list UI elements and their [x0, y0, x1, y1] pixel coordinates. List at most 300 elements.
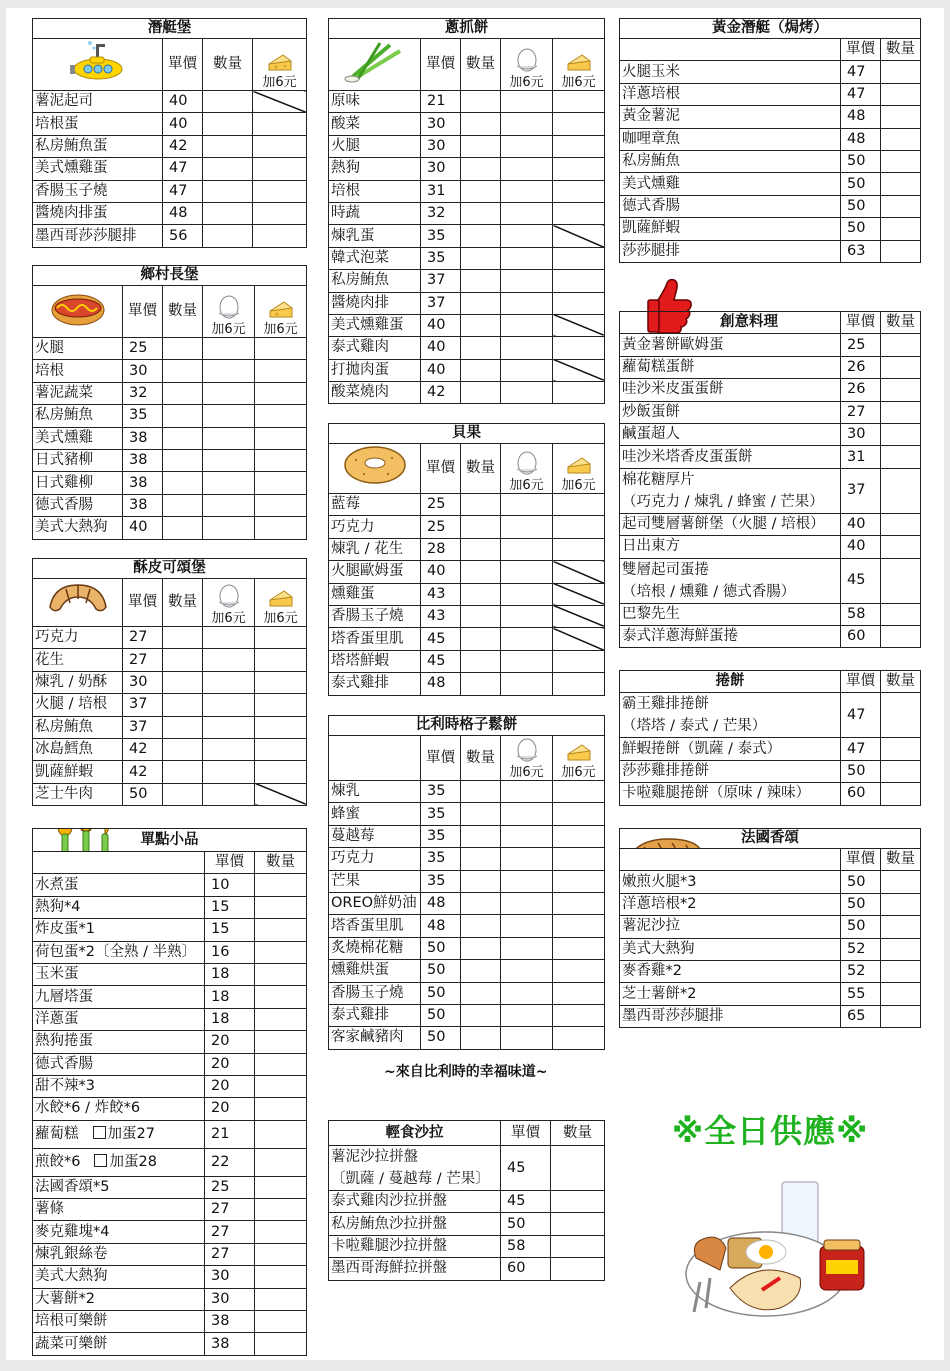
qty-input[interactable]: [461, 538, 501, 560]
addon-cell[interactable]: [255, 427, 307, 449]
qty-input[interactable]: [881, 468, 921, 513]
qty-input[interactable]: [255, 1288, 307, 1310]
qty-input[interactable]: [255, 1031, 307, 1053]
addon-cell[interactable]: [501, 337, 553, 359]
qty-input[interactable]: [163, 716, 203, 738]
item-name: 巧克力: [33, 627, 123, 649]
qty-input[interactable]: [255, 1053, 307, 1075]
addon-cell[interactable]: [501, 673, 553, 695]
qty-input[interactable]: [163, 783, 203, 805]
qty-input[interactable]: [461, 561, 501, 583]
item-price: 35: [421, 247, 461, 269]
addon-cell[interactable]: [203, 405, 255, 427]
addon-cell[interactable]: [553, 650, 605, 672]
menu-row: [33, 1098, 307, 1120]
item-options: （巧克力 / 煉乳 / 蜂蜜 / 芒果）: [622, 493, 824, 510]
menu-row: [33, 1333, 307, 1355]
qty-input[interactable]: [461, 583, 501, 605]
addon-cell[interactable]: [203, 517, 255, 539]
qty-input[interactable]: [881, 401, 921, 423]
addon-cell[interactable]: [501, 270, 553, 292]
addon-cell[interactable]: [203, 494, 255, 516]
qty-input[interactable]: [163, 338, 203, 360]
addon-cell[interactable]: [501, 915, 553, 937]
qty-input[interactable]: [461, 960, 501, 982]
qty-input[interactable]: [163, 427, 203, 449]
add-egg-checkbox[interactable]: [93, 1126, 106, 1139]
addon-cell[interactable]: [255, 360, 307, 382]
addon-cell[interactable]: [501, 494, 553, 516]
addon-cell[interactable]: [553, 516, 605, 538]
addon-cell[interactable]: [501, 650, 553, 672]
addon-cell[interactable]: [553, 825, 605, 847]
addon-cell[interactable]: [255, 494, 307, 516]
qty-input[interactable]: [461, 516, 501, 538]
addon-cell[interactable]: [253, 113, 307, 135]
addon-cell[interactable]: [553, 135, 605, 157]
addon-cell[interactable]: [501, 561, 553, 583]
qty-input[interactable]: [461, 158, 501, 180]
qty-input[interactable]: [881, 738, 921, 760]
addon-cell[interactable]: [255, 738, 307, 760]
baguette-icon: [624, 835, 704, 849]
menu-row: [620, 738, 921, 760]
qty-input[interactable]: [461, 781, 501, 803]
addon-cell[interactable]: [255, 472, 307, 494]
qty-input[interactable]: [551, 1235, 605, 1257]
menu-row: [33, 1199, 307, 1221]
qty-input[interactable]: [881, 379, 921, 401]
qty-input[interactable]: [881, 603, 921, 625]
qty-input[interactable]: [461, 673, 501, 695]
item-name: 培根: [33, 360, 123, 382]
qty-input[interactable]: [461, 494, 501, 516]
addon-cell[interactable]: [553, 247, 605, 269]
addon-cell[interactable]: [203, 761, 255, 783]
qty-input[interactable]: [461, 359, 501, 381]
addon-cell[interactable]: [203, 382, 255, 404]
addon-cell[interactable]: [553, 673, 605, 695]
addon-cell[interactable]: [203, 649, 255, 671]
addon-cell[interactable]: [553, 937, 605, 959]
item-price: 26: [841, 379, 881, 401]
item-name: 凱薩鮮蝦: [620, 218, 841, 240]
qty-input[interactable]: [163, 671, 203, 693]
addon-cell[interactable]: [501, 135, 553, 157]
item-name: 美式燻雞: [33, 427, 123, 449]
qty-input[interactable]: [203, 113, 253, 135]
qty-input[interactable]: [255, 1199, 307, 1221]
qty-input[interactable]: [255, 1120, 307, 1148]
addon-cell[interactable]: [501, 91, 553, 113]
qty-input[interactable]: [163, 738, 203, 760]
table-title: 捲餅: [620, 671, 841, 693]
qty-input[interactable]: [881, 446, 921, 468]
qty-input[interactable]: [881, 128, 921, 150]
item-name: 泰式雞排: [329, 1004, 421, 1026]
item-price: 40: [421, 561, 461, 583]
qty-input[interactable]: [255, 919, 307, 941]
addon-cell[interactable]: [203, 360, 255, 382]
item-name: 卡啦雞腿捲餅（原味 / 辣味）: [620, 783, 841, 805]
item-price: 50: [841, 150, 881, 172]
item-name: 打拋肉蛋: [329, 359, 421, 381]
qty-input[interactable]: [163, 517, 203, 539]
addon-cell[interactable]: [501, 892, 553, 914]
qty-input[interactable]: [881, 536, 921, 558]
addon-cell[interactable]: [203, 472, 255, 494]
qty-input[interactable]: [255, 986, 307, 1008]
addon-cell[interactable]: [553, 1004, 605, 1026]
menu-row: [329, 848, 605, 870]
qty-input[interactable]: [255, 963, 307, 985]
addon-cell[interactable]: [203, 716, 255, 738]
item-name: 蜂蜜: [329, 803, 421, 825]
addon-cell[interactable]: [501, 803, 553, 825]
add-egg-checkbox[interactable]: [94, 1154, 107, 1167]
price-header: 單價: [841, 39, 881, 61]
menu-row: [620, 983, 921, 1005]
item-name: 芒果: [329, 870, 421, 892]
addon-cell[interactable]: [501, 202, 553, 224]
addon-cell[interactable]: [501, 960, 553, 982]
qty-input[interactable]: [255, 1148, 307, 1176]
addon-cell[interactable]: [203, 694, 255, 716]
item-price: 30: [421, 113, 461, 135]
addon-cell[interactable]: [501, 628, 553, 650]
qty-input[interactable]: [461, 113, 501, 135]
qty-input[interactable]: [461, 650, 501, 672]
addon-cell[interactable]: [501, 937, 553, 959]
item-price: 52: [841, 960, 881, 982]
addon-cell[interactable]: [501, 247, 553, 269]
qty-input[interactable]: [203, 91, 253, 113]
qty-input[interactable]: [255, 1176, 307, 1198]
qty-input[interactable]: [163, 449, 203, 471]
qty-input[interactable]: [881, 983, 921, 1005]
not-available-cell: [553, 359, 605, 381]
qty-input[interactable]: [881, 938, 921, 960]
menu-row: [33, 986, 307, 1008]
qty-input[interactable]: [461, 892, 501, 914]
addon-cell[interactable]: [255, 338, 307, 360]
addon-cell[interactable]: [501, 180, 553, 202]
item-price: 37: [841, 468, 881, 513]
qty-input[interactable]: [163, 761, 203, 783]
qty-input[interactable]: [881, 693, 921, 738]
menu-row: [33, 405, 307, 427]
qty-input[interactable]: [881, 1005, 921, 1027]
qty-input[interactable]: [881, 83, 921, 105]
qty-input[interactable]: [461, 937, 501, 959]
qty-input[interactable]: [255, 1333, 307, 1355]
addon-cell[interactable]: [553, 494, 605, 516]
addon-cell[interactable]: [255, 382, 307, 404]
addon-cell[interactable]: [203, 738, 255, 760]
addon-cell[interactable]: [553, 982, 605, 1004]
qty-input[interactable]: [163, 627, 203, 649]
qty-input[interactable]: [203, 180, 253, 202]
addon-cell[interactable]: [553, 91, 605, 113]
menu-row: [33, 1221, 307, 1243]
qty-input[interactable]: [881, 558, 921, 603]
waffle-table: [328, 715, 605, 1050]
addon-cell[interactable]: [553, 382, 605, 404]
qty-input[interactable]: [163, 360, 203, 382]
qty-header: 數量: [163, 286, 203, 338]
item-name: 火腿歐姆蛋: [329, 561, 421, 583]
addon-cell[interactable]: [501, 982, 553, 1004]
qty-input[interactable]: [461, 915, 501, 937]
qty-input[interactable]: [203, 135, 253, 157]
addon-cell[interactable]: [501, 113, 553, 135]
item-name: 客家鹹豬肉: [329, 1027, 421, 1049]
item-name: 蔬菜可樂餅: [33, 1333, 205, 1355]
qty-input[interactable]: [461, 314, 501, 336]
menu-row: [329, 91, 605, 113]
qty-input[interactable]: [881, 893, 921, 915]
menu-row: [329, 781, 605, 803]
menu-row: [620, 106, 921, 128]
qty-input[interactable]: [461, 247, 501, 269]
qty-input[interactable]: [163, 472, 203, 494]
addon-cell[interactable]: [553, 870, 605, 892]
addon-cell[interactable]: [501, 583, 553, 605]
menu-row: [33, 360, 307, 382]
addon-cell[interactable]: [553, 803, 605, 825]
addon-cell[interactable]: [553, 915, 605, 937]
addon-cell[interactable]: [501, 825, 553, 847]
qty-input[interactable]: [881, 356, 921, 378]
cheese-icon: [566, 742, 592, 764]
addon-cell[interactable]: [253, 225, 307, 247]
item-price: 20: [205, 1031, 255, 1053]
cutlery-icon: [53, 829, 123, 852]
qty-input[interactable]: [461, 270, 501, 292]
addon-cell[interactable]: [255, 671, 307, 693]
item-name: 酸菜燒肉: [329, 382, 421, 404]
item-price: 16: [205, 941, 255, 963]
add-egg-header: 加6元: [501, 444, 553, 494]
addon-cell[interactable]: [553, 337, 605, 359]
qty-input[interactable]: [461, 180, 501, 202]
item-name: [620, 468, 841, 513]
qty-input[interactable]: [163, 405, 203, 427]
qty-input[interactable]: [461, 292, 501, 314]
qty-input[interactable]: [881, 625, 921, 647]
add-cheese-header: 加6元: [253, 39, 307, 91]
not-available-cell: [553, 605, 605, 627]
qty-input[interactable]: [881, 218, 921, 240]
qty-input[interactable]: [881, 150, 921, 172]
qty-input[interactable]: [203, 202, 253, 224]
qty-input[interactable]: [881, 916, 921, 938]
item-price: 50: [841, 871, 881, 893]
qty-input[interactable]: [881, 871, 921, 893]
item-price: 45: [421, 650, 461, 672]
addon-cell[interactable]: [255, 716, 307, 738]
qty-input[interactable]: [255, 1098, 307, 1120]
addon-cell[interactable]: [255, 627, 307, 649]
qty-input[interactable]: [163, 382, 203, 404]
qty-input[interactable]: [255, 1075, 307, 1097]
addon-cell[interactable]: [501, 225, 553, 247]
addon-cell[interactable]: [553, 158, 605, 180]
qty-input[interactable]: [461, 628, 501, 650]
item-name: 塔塔鮮蝦: [329, 650, 421, 672]
qty-input[interactable]: [461, 605, 501, 627]
addon-cell[interactable]: [501, 538, 553, 560]
creative-dishes-table: [619, 311, 921, 648]
addon-cell[interactable]: [553, 270, 605, 292]
item-name: [329, 1146, 501, 1191]
salad-table: [328, 1120, 605, 1281]
qty-input[interactable]: [551, 1191, 605, 1213]
qty-input[interactable]: [461, 382, 501, 404]
addon-cell[interactable]: [255, 694, 307, 716]
price-header: 單價: [421, 39, 461, 91]
qty-input[interactable]: [255, 1266, 307, 1288]
addon-cell[interactable]: [553, 538, 605, 560]
addon-cell[interactable]: [203, 671, 255, 693]
addon-cell[interactable]: [203, 427, 255, 449]
item-name: 美式大熱狗: [33, 517, 123, 539]
qty-input[interactable]: [551, 1146, 605, 1191]
item-price: 38: [123, 494, 163, 516]
qty-input[interactable]: [255, 874, 307, 896]
qty-input[interactable]: [881, 334, 921, 356]
qty-input[interactable]: [461, 848, 501, 870]
qty-input[interactable]: [881, 173, 921, 195]
qty-input[interactable]: [881, 783, 921, 805]
item-price: 37: [421, 270, 461, 292]
qty-input[interactable]: [881, 106, 921, 128]
item-name: 塔香蛋里肌: [329, 915, 421, 937]
menu-row: [329, 982, 605, 1004]
addon-cell[interactable]: [255, 649, 307, 671]
addon-cell[interactable]: [203, 449, 255, 471]
qty-input[interactable]: [461, 135, 501, 157]
addon-cell[interactable]: [253, 135, 307, 157]
qty-input[interactable]: [551, 1258, 605, 1280]
qty-input[interactable]: [881, 195, 921, 217]
qty-input[interactable]: [255, 1243, 307, 1265]
addon-cell[interactable]: [501, 314, 553, 336]
addon-cell[interactable]: [253, 202, 307, 224]
item-price: 21: [205, 1120, 255, 1148]
menu-row: [329, 915, 605, 937]
cheese-icon: [267, 52, 293, 74]
addon-cell[interactable]: [553, 848, 605, 870]
qty-input[interactable]: [461, 982, 501, 1004]
item-price: 37: [123, 694, 163, 716]
addon-cell[interactable]: [501, 516, 553, 538]
addon-cell[interactable]: [553, 960, 605, 982]
item-price: 50: [501, 1213, 551, 1235]
qty-input[interactable]: [461, 1027, 501, 1049]
qty-input[interactable]: [461, 870, 501, 892]
addon-cell[interactable]: [501, 1004, 553, 1026]
qty-input[interactable]: [255, 896, 307, 918]
qty-input[interactable]: [461, 91, 501, 113]
addon-cell[interactable]: [553, 202, 605, 224]
addon-cell[interactable]: [553, 292, 605, 314]
addon-cell[interactable]: [501, 158, 553, 180]
addon-cell[interactable]: [501, 359, 553, 381]
addon-cell[interactable]: [553, 781, 605, 803]
qty-input[interactable]: [461, 337, 501, 359]
qty-input[interactable]: [163, 649, 203, 671]
addon-cell[interactable]: [501, 781, 553, 803]
addon-cell[interactable]: [501, 292, 553, 314]
qty-input[interactable]: [461, 1004, 501, 1026]
qty-input[interactable]: [255, 1221, 307, 1243]
menu-row: [329, 825, 605, 847]
table-title: 潛艇堡: [33, 19, 307, 39]
addon-cell[interactable]: [255, 405, 307, 427]
item-price: 25: [421, 494, 461, 516]
item-price: 27: [841, 401, 881, 423]
table-title: 創意料理: [620, 312, 841, 334]
item-price: 60: [841, 625, 881, 647]
addon-cell[interactable]: [253, 158, 307, 180]
addon-cell[interactable]: [501, 605, 553, 627]
addon-cell[interactable]: [501, 870, 553, 892]
qty-input[interactable]: [881, 240, 921, 262]
qty-input[interactable]: [461, 202, 501, 224]
addon-cell[interactable]: [203, 783, 255, 805]
addon-cell[interactable]: [553, 1027, 605, 1049]
qty-input[interactable]: [881, 513, 921, 535]
item-price: 40: [841, 536, 881, 558]
addon-cell[interactable]: [501, 848, 553, 870]
addon-cell[interactable]: [203, 627, 255, 649]
addon-cell[interactable]: [553, 892, 605, 914]
addon-cell[interactable]: [501, 1027, 553, 1049]
menu-row: [620, 783, 921, 805]
addon-cell[interactable]: [255, 449, 307, 471]
qty-input[interactable]: [255, 941, 307, 963]
qty-input[interactable]: [551, 1213, 605, 1235]
qty-input[interactable]: [203, 225, 253, 247]
qty-input[interactable]: [203, 158, 253, 180]
addon-cell[interactable]: [203, 338, 255, 360]
qty-input[interactable]: [461, 803, 501, 825]
addon-cell[interactable]: [255, 761, 307, 783]
addon-cell[interactable]: [253, 180, 307, 202]
item-price: 48: [841, 128, 881, 150]
qty-input[interactable]: [881, 61, 921, 83]
addon-cell[interactable]: [501, 382, 553, 404]
item-price: 18: [205, 963, 255, 985]
qty-input[interactable]: [255, 1008, 307, 1030]
qty-input[interactable]: [881, 960, 921, 982]
qty-input[interactable]: [163, 494, 203, 516]
qty-input[interactable]: [255, 1311, 307, 1333]
addon-cell[interactable]: [255, 517, 307, 539]
menu-row: [33, 517, 307, 539]
qty-input[interactable]: [461, 225, 501, 247]
item-price: 58: [841, 603, 881, 625]
qty-input[interactable]: [881, 760, 921, 782]
qty-input[interactable]: [461, 825, 501, 847]
qty-input[interactable]: [881, 423, 921, 445]
addon-cell[interactable]: [553, 180, 605, 202]
qty-input[interactable]: [163, 694, 203, 716]
item-name: 火腿: [33, 338, 123, 360]
addon-cell[interactable]: [553, 113, 605, 135]
qty-header: 數量: [163, 579, 203, 627]
